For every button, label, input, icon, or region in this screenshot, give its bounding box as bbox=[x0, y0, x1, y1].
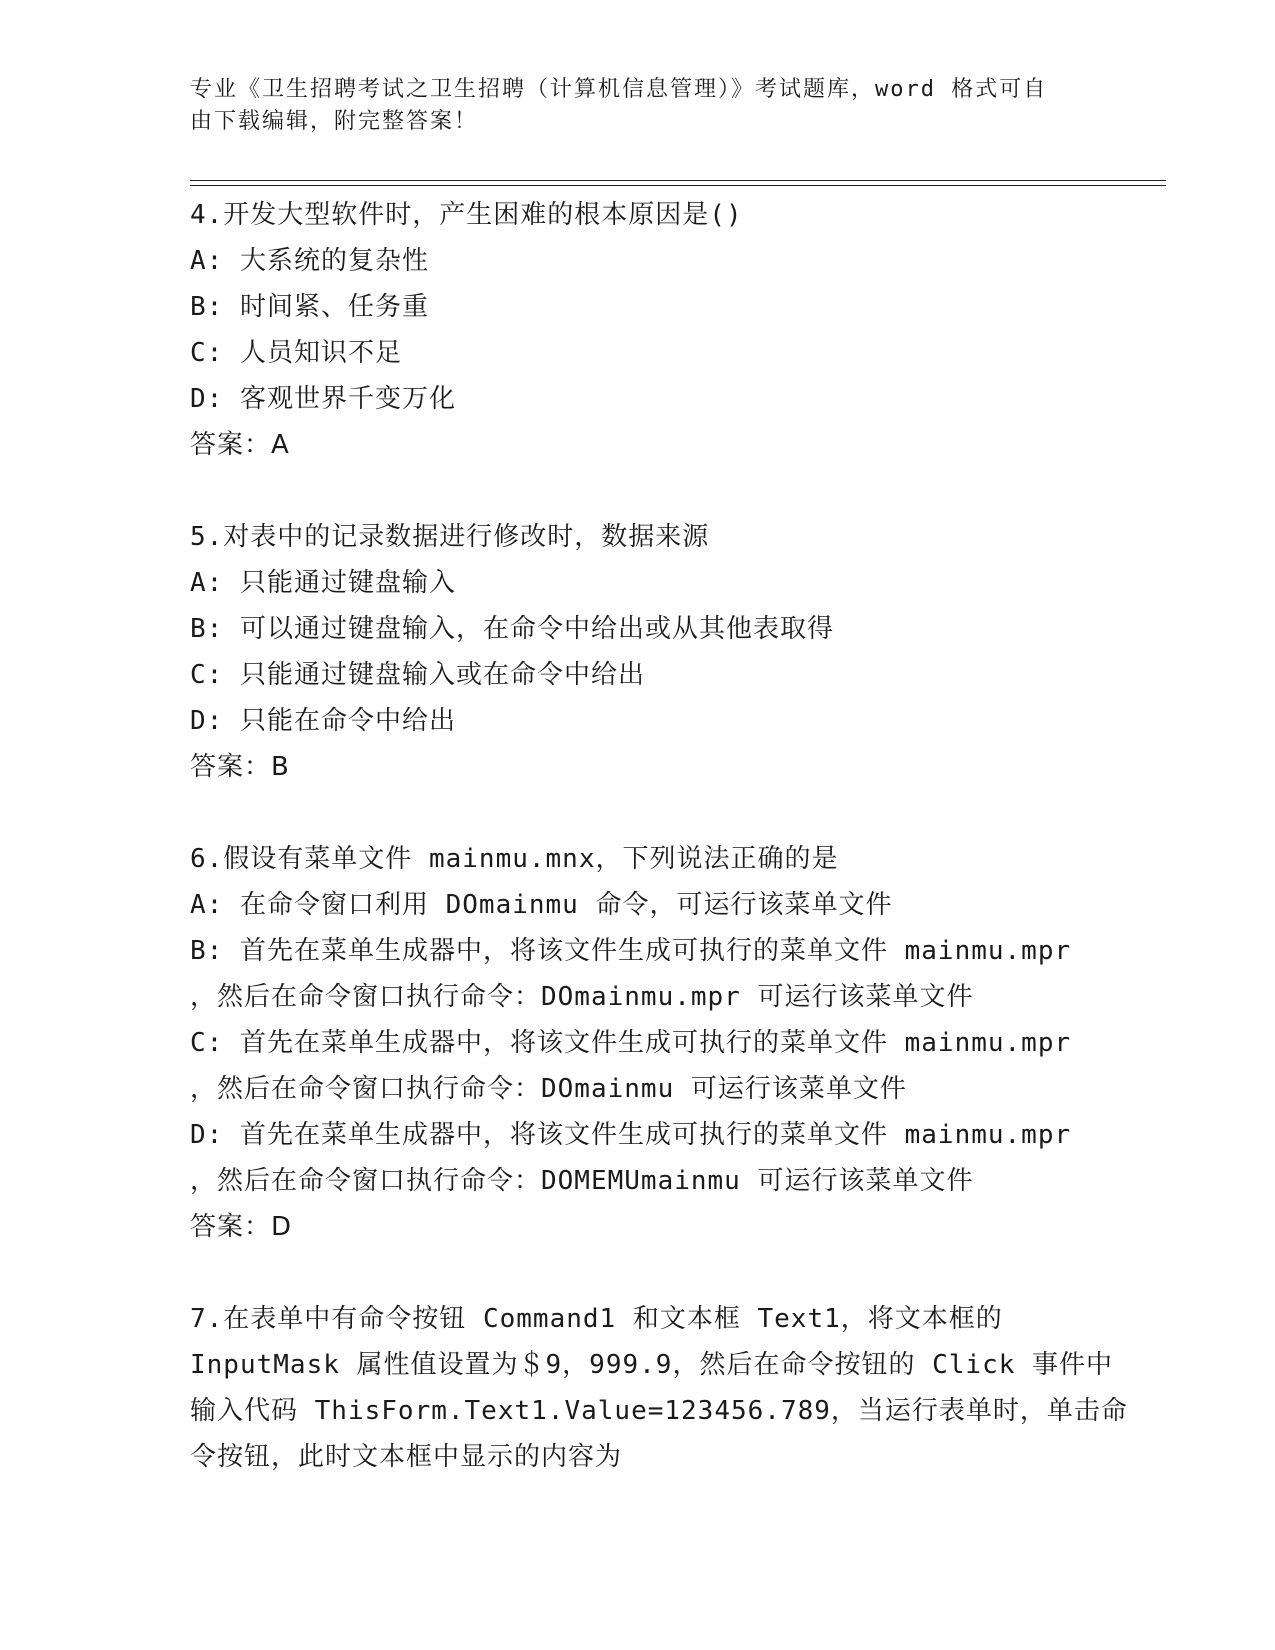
option-a: A: 大系统的复杂性 bbox=[190, 246, 429, 276]
option-d: D: 只能在命令中给出 bbox=[190, 706, 456, 736]
option-b: B: 首先在菜单生成器中，将该文件生成可执行的菜单文件 mainmu.mpr bbox=[190, 936, 1072, 966]
question-stem: 6.假设有菜单文件 mainmu.mnx，下列说法正确的是 bbox=[190, 844, 839, 874]
question-4 bbox=[190, 192, 1090, 468]
question-stem-line-1: 7.在表单中有命令按钮 Command1 和文本框 Text1，将文本框的 bbox=[190, 1304, 1003, 1334]
document-header bbox=[190, 74, 1090, 138]
option-c: C: 首先在菜单生成器中，将该文件生成可执行的菜单文件 mainmu.mpr bbox=[190, 1028, 1072, 1058]
question-stem: 5.对表中的记录数据进行修改时，数据来源 bbox=[190, 522, 710, 552]
question-5 bbox=[190, 514, 1090, 790]
question-list bbox=[190, 192, 1128, 1480]
option-a: A: 在命令窗口利用 DOmainmu 命令，可运行该菜单文件 bbox=[190, 890, 893, 920]
question-stem-line-2: InputMask 属性值设置为＄9，999.9，然后在命令按钮的 Click 事件中 bbox=[190, 1350, 1114, 1380]
spacer bbox=[190, 790, 1090, 836]
question-stem: 4.开发大型软件时，产生困难的根本原因是() bbox=[190, 200, 743, 230]
question-6 bbox=[190, 836, 1090, 1250]
option-d-continuation: ，然后在命令窗口执行命令：DOMEMUmainmu 可运行该菜单文件 bbox=[190, 1166, 974, 1196]
answer-label: 答案：A bbox=[190, 430, 290, 460]
spacer bbox=[190, 1250, 1090, 1296]
option-b: B: 时间紧、任务重 bbox=[190, 292, 429, 322]
spacer bbox=[190, 468, 1090, 514]
header-line-2: 由下载编辑，附完整答案！ bbox=[190, 109, 479, 134]
question-7 bbox=[190, 1296, 1128, 1480]
option-d: D: 客观世界千变万化 bbox=[190, 384, 456, 414]
option-c: C: 人员知识不足 bbox=[190, 338, 402, 368]
header-line-1: 专业《卫生招聘考试之卫生招聘（计算机信息管理）》考试题库，word 格式可自 bbox=[190, 77, 1048, 102]
option-c-continuation: ，然后在命令窗口执行命令：DOmainmu 可运行该菜单文件 bbox=[190, 1074, 907, 1104]
header-divider-bottom bbox=[190, 185, 1166, 186]
option-b-continuation: ，然后在命令窗口执行命令：DOmainmu.mpr 可运行该菜单文件 bbox=[190, 982, 974, 1012]
answer-label: 答案：B bbox=[190, 752, 290, 782]
header-divider-top bbox=[190, 180, 1166, 181]
answer-label: 答案：D bbox=[190, 1212, 293, 1242]
option-a: A: 只能通过键盘输入 bbox=[190, 568, 456, 598]
option-d: D: 首先在菜单生成器中，将该文件生成可执行的菜单文件 mainmu.mpr bbox=[190, 1120, 1072, 1150]
option-c: C: 只能通过键盘输入或在命令中给出 bbox=[190, 660, 645, 690]
question-stem-line-3: 输入代码 ThisForm.Text1.Value=123456.789，当运行表单时，单击命 bbox=[190, 1396, 1128, 1426]
question-stem-line-4: 令按钮，此时文本框中显示的内容为 bbox=[190, 1442, 623, 1472]
option-b: B: 可以通过键盘输入，在命令中给出或从其他表取得 bbox=[190, 614, 834, 644]
